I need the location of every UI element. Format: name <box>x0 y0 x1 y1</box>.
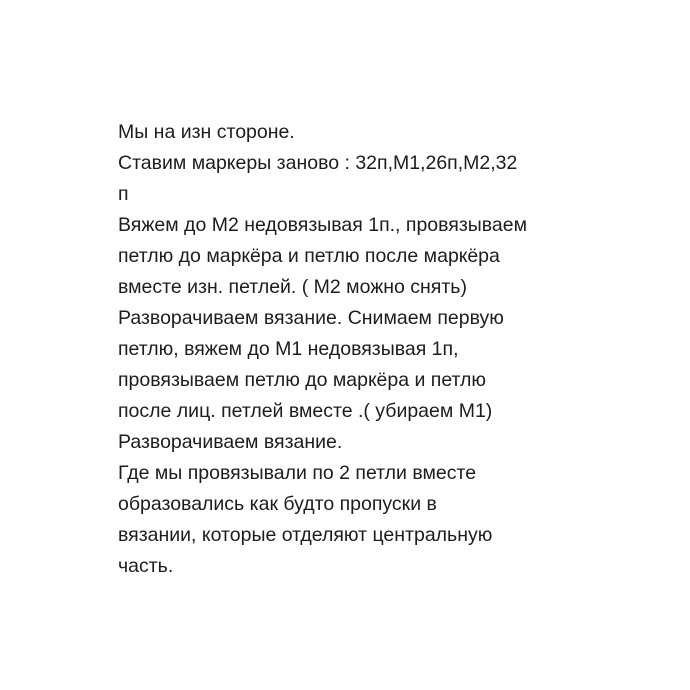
text-line: Разворачиваем вязание. Снимаем первую <box>118 307 504 329</box>
text-line: часть. <box>118 555 174 577</box>
text-line: п <box>118 183 129 205</box>
text-line: Ставим маркеры заново : 32п,М1,26п,М2,32 <box>118 152 518 174</box>
instructions-text <box>118 117 588 582</box>
text-line: петлю до маркёра и петлю после маркёра <box>118 245 500 267</box>
text-line: после лиц. петлей вместе .( убираем М1) <box>118 400 493 422</box>
text-line: Где мы провязывали по 2 петли вместе <box>118 462 477 484</box>
text-line: вязании, которые отделяют центральную <box>118 524 493 546</box>
text-line: Мы на изн стороне. <box>118 121 295 143</box>
text-line: образовались как будто пропуски в <box>118 493 437 515</box>
text-line: вместе изн. петлей. ( М2 можно снять) <box>118 276 467 298</box>
text-line: Разворачиваем вязание. <box>118 431 343 453</box>
text-line: провязываем петлю до маркёра и петлю <box>118 369 487 391</box>
text-line: Вяжем до М2 недовязывая 1п., провязываем <box>118 214 528 236</box>
text-line: петлю, вяжем до М1 недовязывая 1п, <box>118 338 459 360</box>
